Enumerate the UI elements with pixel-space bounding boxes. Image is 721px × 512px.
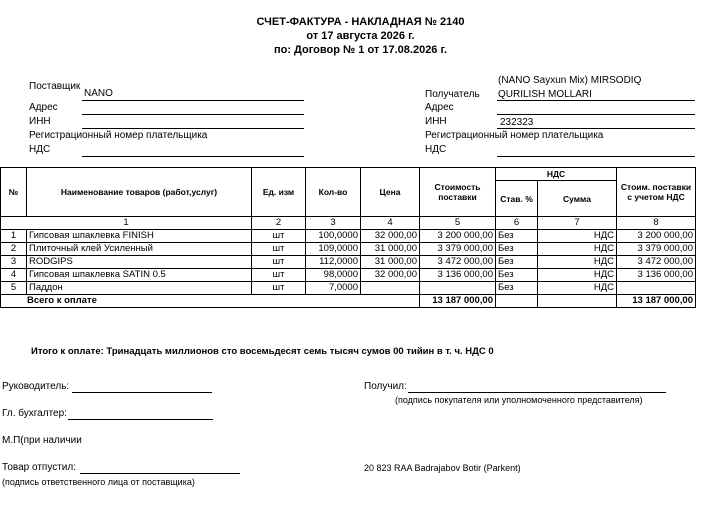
- total-vat-sum-empty: [538, 295, 617, 308]
- received-label: Получил:: [364, 381, 407, 392]
- header-no: №: [1, 168, 27, 217]
- row-unit: шт: [252, 269, 306, 282]
- supplier-reg-label: Регистрационный номер плательщика: [29, 130, 208, 141]
- row-no: 1: [1, 230, 27, 243]
- total-vat-rate-empty: [496, 295, 538, 308]
- row-vat-rate: Без: [496, 230, 538, 243]
- row-total: 3 379 000,00: [617, 243, 696, 256]
- supplier-vat-line: [82, 156, 304, 157]
- recipient-address-label: Адрес: [425, 102, 454, 113]
- total-with-vat: 13 187 000,00: [617, 295, 696, 308]
- row-unit: шт: [252, 243, 306, 256]
- received-note: (подпись покупателя или уполномоченного представителя): [395, 395, 643, 405]
- header-unit: Ед. изм: [252, 168, 306, 217]
- header-cost: Стоимость поставки: [420, 168, 496, 217]
- stamp-label: М.П(при наличии: [2, 435, 82, 446]
- col-number: 1: [1, 217, 252, 230]
- row-qty: 98,0000: [306, 269, 361, 282]
- recipient-label: Получатель: [425, 89, 480, 100]
- table-row: [1, 243, 696, 256]
- row-no: 3: [1, 256, 27, 269]
- header-price: Цена: [361, 168, 420, 217]
- row-no: 4: [1, 269, 27, 282]
- row-total: 3 136 000,00: [617, 269, 696, 282]
- row-vat-sum: НДС: [538, 243, 617, 256]
- row-vat-rate: Без: [496, 243, 538, 256]
- supplier-label: Поставщик: [29, 81, 81, 92]
- payment-summary: Итого к оплате: Тринадцать миллионов сто восемьдесят семь тысяч сумов 00 тийин в т. ч. НДС 0: [31, 346, 494, 357]
- col-number: 3: [306, 217, 361, 230]
- header-vat: НДС: [496, 168, 617, 181]
- supplier-inn-label: ИНН: [29, 116, 51, 127]
- col-number: 2: [252, 217, 306, 230]
- supplier-vat-label: НДС: [29, 144, 51, 155]
- recipient-address-line: [497, 114, 695, 115]
- header-name: Наименование товаров (работ,услуг): [27, 168, 252, 217]
- supplier-name: NANO: [84, 88, 113, 99]
- table-row: [1, 282, 696, 295]
- recipient-vat-line: [497, 156, 695, 157]
- header-vat-sum: Сумма: [538, 181, 617, 217]
- total-cost: 13 187 000,00: [420, 295, 496, 308]
- row-vat-rate: Без: [496, 256, 538, 269]
- row-cost: [420, 282, 496, 295]
- row-cost: 3 472 000,00: [420, 256, 496, 269]
- col-number: 5: [420, 217, 496, 230]
- recipient-inn-line: [497, 128, 695, 129]
- row-name: Паддон: [27, 282, 252, 295]
- row-vat-rate: Без: [496, 269, 538, 282]
- accountant-signature-line: [68, 419, 213, 420]
- col-number: 6: [496, 217, 538, 230]
- supplier-address-label: Адрес: [29, 102, 58, 113]
- released-note: (подпись ответственного лица от поставщика): [2, 477, 195, 487]
- row-price: 31 000,00: [361, 243, 420, 256]
- recipient-inn-label: ИНН: [425, 116, 447, 127]
- row-qty: 109,0000: [306, 243, 361, 256]
- total-row: [1, 295, 696, 308]
- row-vat-sum: НДС: [538, 230, 617, 243]
- received-signature-line: [408, 392, 666, 393]
- row-qty: 7,0000: [306, 282, 361, 295]
- row-total: 3 200 000,00: [617, 230, 696, 243]
- recipient-inn-value: 232323: [500, 117, 534, 128]
- row-price: [361, 282, 420, 295]
- supplier-name-line: [82, 100, 304, 101]
- contract-line: по: Договор № 1 от 17.08.2026 г.: [273, 44, 448, 56]
- recipient-name-line: [497, 100, 695, 101]
- supplier-address-line: [82, 114, 304, 115]
- table-row: [1, 269, 696, 282]
- director-label: Руководитель:: [2, 381, 70, 392]
- row-name: RODGIPS: [27, 256, 252, 269]
- power-of-attorney: 20 823 RAA Badrajabov Botir (Parkent): [364, 463, 521, 473]
- row-cost: 3 136 000,00: [420, 269, 496, 282]
- row-unit: шт: [252, 282, 306, 295]
- released-signature-line: [80, 473, 240, 474]
- total-label-text: Всего к оплате: [27, 295, 97, 306]
- header-qty: Кол-во: [306, 168, 361, 217]
- col-number: 4: [361, 217, 420, 230]
- released-label: Товар отпустил:: [2, 462, 76, 473]
- recipient-name-line1: (NANO Sayxun Mix) MIRSODIQ: [498, 75, 642, 86]
- row-cost: 3 379 000,00: [420, 243, 496, 256]
- recipient-name-line2: QURILISH MOLLARI: [498, 89, 592, 100]
- table-row: [1, 256, 696, 269]
- recipient-vat-label: НДС: [425, 144, 447, 155]
- accountant-label: Гл. бухгалтер:: [2, 408, 67, 419]
- director-signature-line: [72, 392, 212, 393]
- row-unit: шт: [252, 256, 306, 269]
- row-no: 5: [1, 282, 27, 295]
- document-title: СЧЕТ-ФАКТУРА - НАКЛАДНАЯ № 2140: [256, 16, 465, 28]
- row-vat-rate: Без: [496, 282, 538, 295]
- row-name: Гипсовая шпаклевка FINISH: [27, 230, 252, 243]
- row-price: 32 000,00: [361, 269, 420, 282]
- total-label: [1, 295, 420, 308]
- row-name: Плиточный клей Усиленный: [27, 243, 252, 256]
- row-total: 3 472 000,00: [617, 256, 696, 269]
- row-no: 2: [1, 243, 27, 256]
- row-vat-sum: НДС: [538, 256, 617, 269]
- row-cost: 3 200 000,00: [420, 230, 496, 243]
- document-date: от 17 августа 2026 г.: [306, 30, 415, 42]
- supplier-inn-line: [82, 128, 304, 129]
- col-number: 7: [538, 217, 617, 230]
- row-price: 32 000,00: [361, 230, 420, 243]
- row-vat-sum: НДС: [538, 282, 617, 295]
- row-vat-sum: НДС: [538, 269, 617, 282]
- col-number: 8: [617, 217, 696, 230]
- table-row: [1, 230, 696, 243]
- row-qty: 112,0000: [306, 256, 361, 269]
- header-total: Стоим. поставки с учетом НДС: [617, 168, 696, 217]
- header-vat-rate: Став. %: [496, 181, 538, 217]
- row-name: Гипсовая шпаклевка SATIN 0.5: [27, 269, 252, 282]
- row-price: 31 000,00: [361, 256, 420, 269]
- recipient-reg-label: Регистрационный номер плательщика: [425, 130, 604, 141]
- invoice-table: [0, 167, 696, 308]
- row-qty: 100,0000: [306, 230, 361, 243]
- row-total: [617, 282, 696, 295]
- row-unit: шт: [252, 230, 306, 243]
